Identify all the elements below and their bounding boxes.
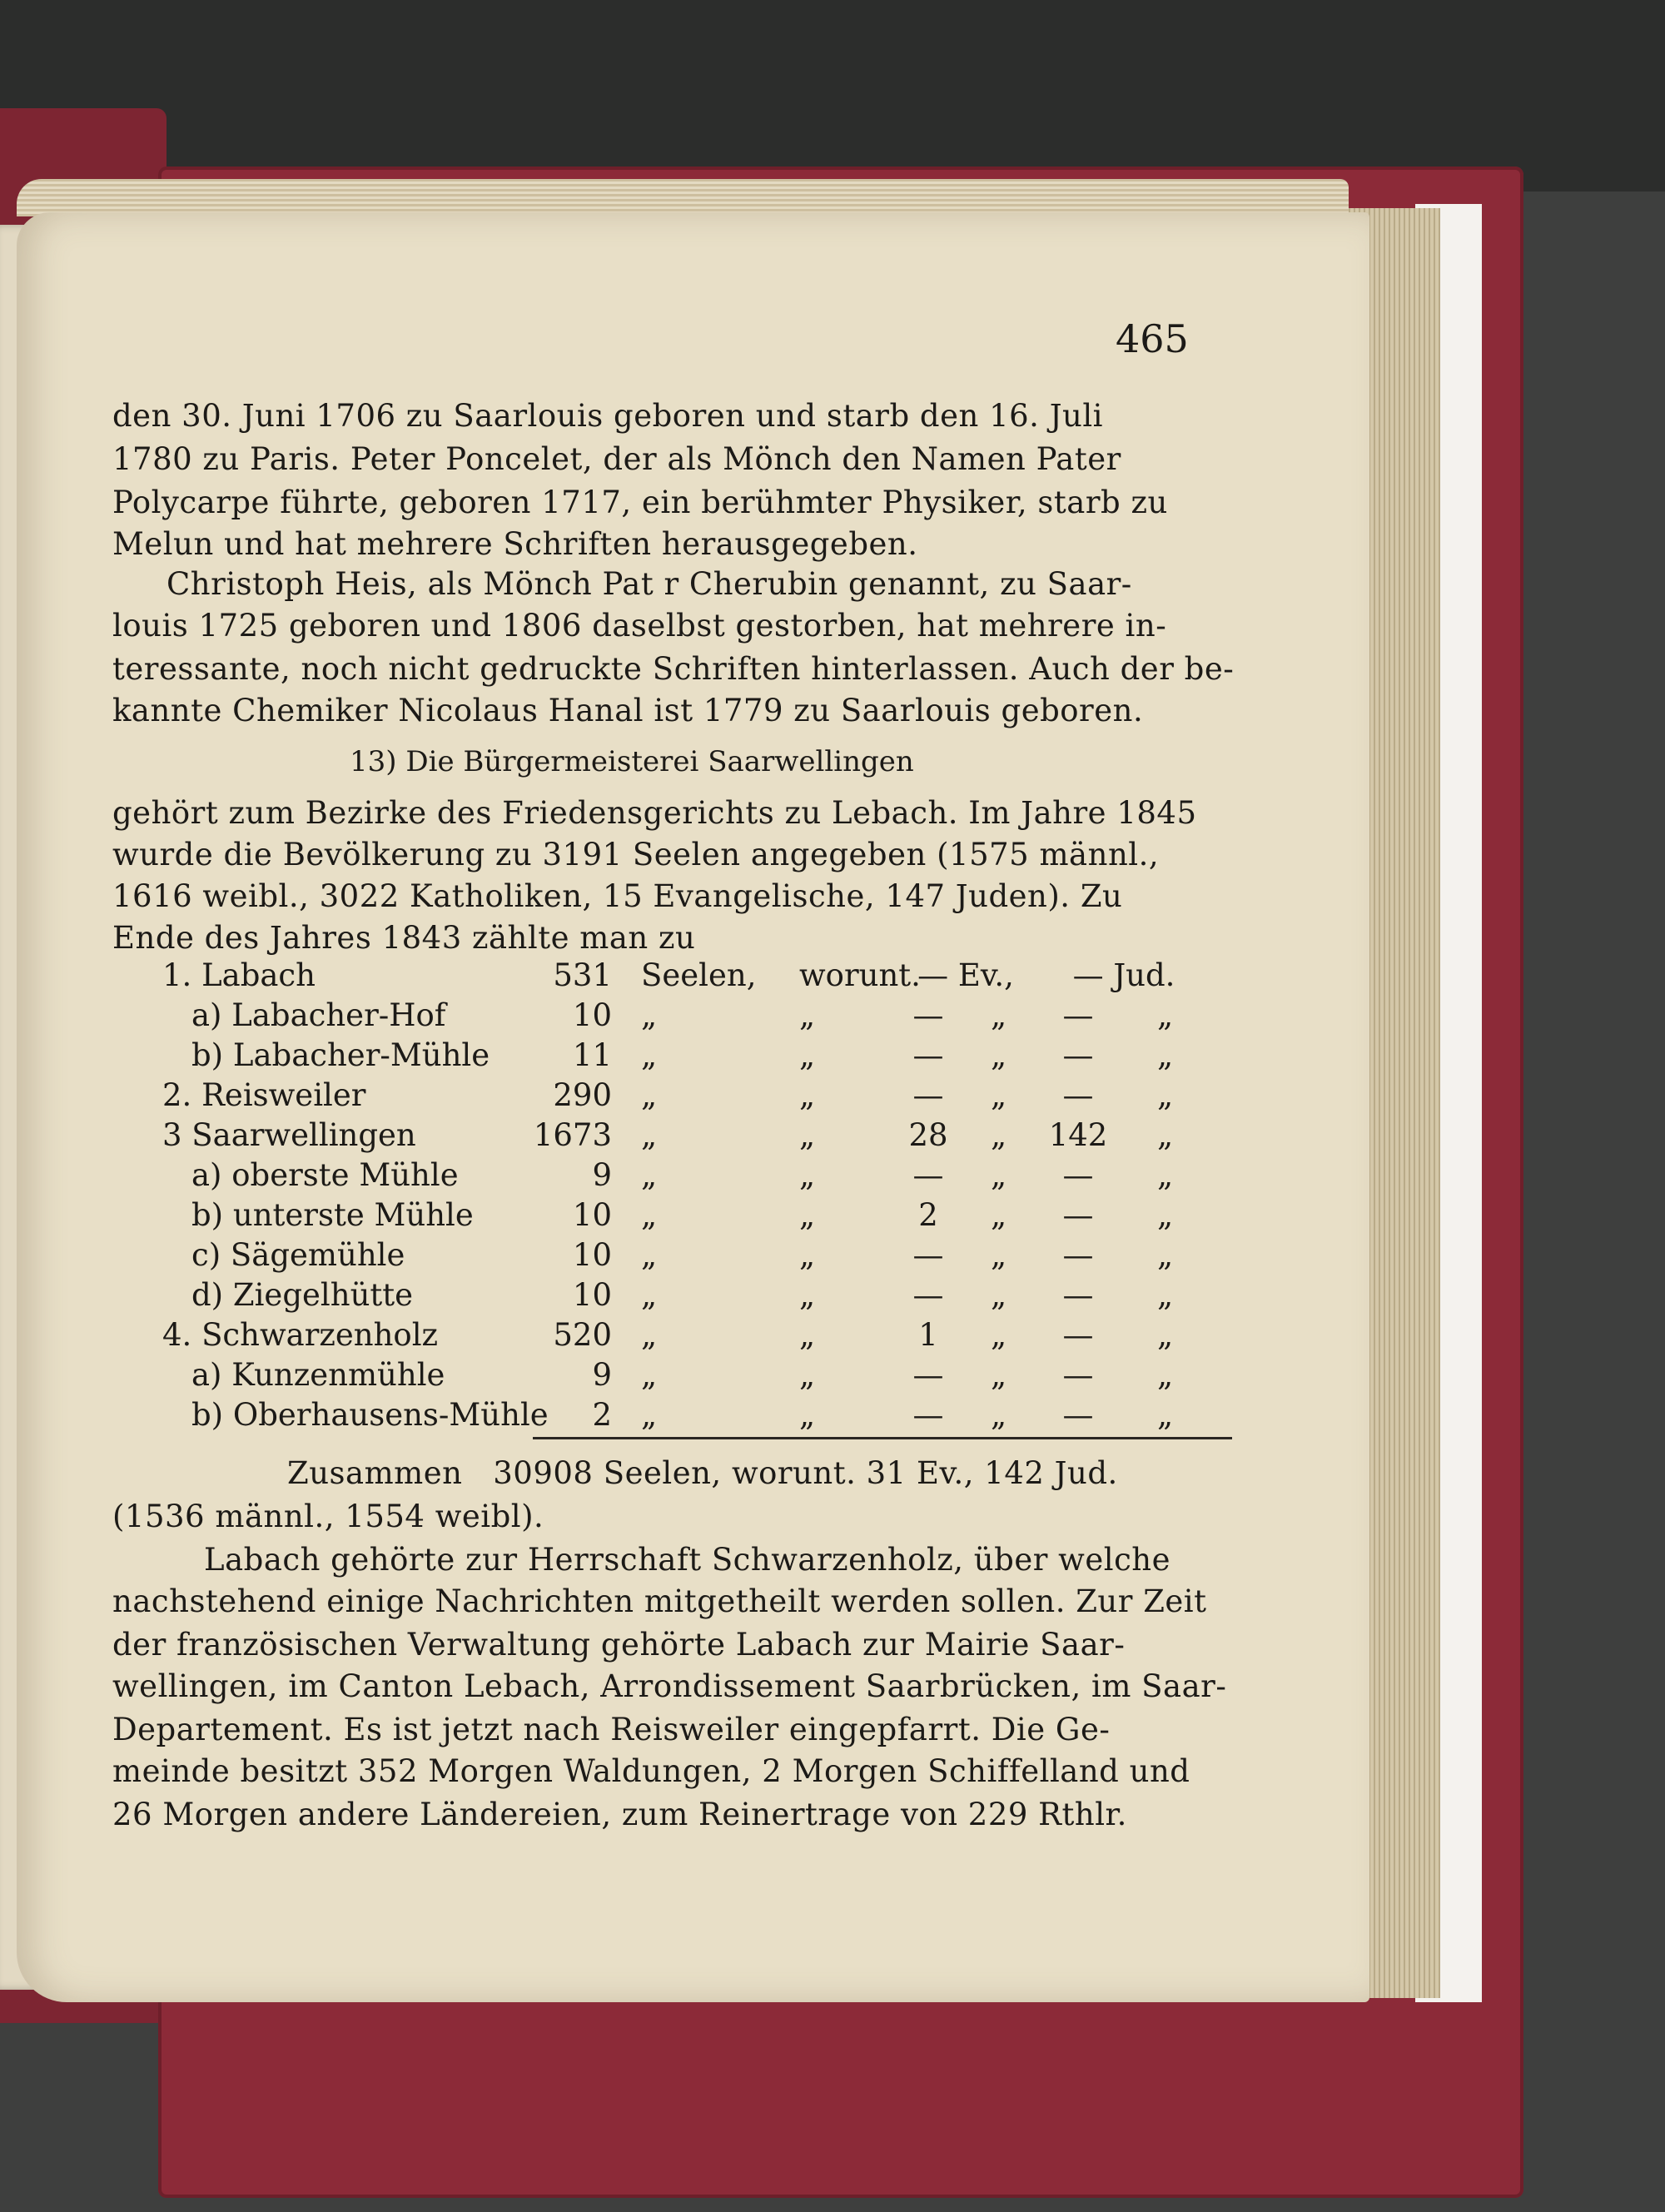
ditto-mark: „	[1157, 1077, 1174, 1113]
jewish-count: —	[1062, 1397, 1094, 1433]
place-name: 3 Saarwellingen	[162, 1117, 416, 1153]
text-line: Polycarpe führte, geboren 1717, ein berühmter Physiker, starb zu	[112, 485, 1168, 520]
ditto-mark: „	[641, 1077, 658, 1113]
table-row	[0, 1397, 1665, 1435]
table-row	[0, 1317, 1665, 1355]
text-line: Melun und hat mehrere Schriften herausgegeben.	[112, 526, 918, 562]
ditto-mark: „	[1157, 1197, 1174, 1233]
evangelical-count: —	[912, 1397, 944, 1433]
table-row	[0, 1277, 1665, 1315]
evangelical-count: —	[912, 997, 944, 1033]
table-row	[0, 957, 1665, 996]
jewish-count: —	[1062, 1037, 1094, 1073]
souls-count: 10	[572, 1237, 612, 1273]
jewish-count: —	[1062, 1157, 1094, 1193]
table-row	[0, 1237, 1665, 1275]
ditto-mark: „	[991, 997, 1007, 1033]
ditto-mark: „	[641, 1397, 658, 1433]
jewish-count: —	[1062, 1237, 1094, 1273]
text-line: 26 Morgen andere Ländereien, zum Reinertrage von 229 Rthlr.	[112, 1797, 1127, 1832]
text-line: 1780 zu Paris. Peter Poncelet, der als Mönch den Namen Pater	[112, 441, 1121, 477]
ditto-mark: „	[641, 1157, 658, 1193]
text-line: louis 1725 geboren und 1806 daselbst gestorben, hat mehrere in-	[112, 608, 1167, 644]
total-line: Zusammen 30908 Seelen, worunt. 31 Ev., 142 Jud.	[287, 1455, 1118, 1491]
ditto-mark: „	[641, 1357, 658, 1393]
ditto-mark: „	[991, 1077, 1007, 1113]
ditto-mark: „	[799, 1357, 816, 1393]
ditto-mark: „	[799, 1117, 816, 1153]
ditto-mark: „	[1157, 1237, 1174, 1273]
text-line: (1536 männl., 1554 weibl).	[112, 1499, 544, 1534]
ditto-mark: „	[991, 1277, 1007, 1313]
jewish-count: —	[1062, 1317, 1094, 1353]
ditto-mark: „	[799, 1157, 816, 1193]
ditto-mark: „	[641, 1317, 658, 1353]
place-name: c) Sägemühle	[191, 1237, 405, 1273]
souls-count: 520	[553, 1317, 612, 1353]
text-line: den 30. Juni 1706 zu Saarlouis geboren und starb den 16. Juli	[112, 398, 1104, 434]
place-name: a) Labacher-Hof	[191, 997, 446, 1033]
ditto-mark: „	[799, 1197, 816, 1233]
text-line: 1616 weibl., 3022 Katholiken, 15 Evangelische, 147 Juden). Zu	[112, 878, 1123, 914]
souls-count: 290	[553, 1077, 612, 1113]
souls-count: 10	[572, 1197, 612, 1233]
souls-count: 2	[592, 1397, 612, 1433]
ditto-mark: „	[641, 1237, 658, 1273]
evangelical-count: —	[912, 1277, 944, 1313]
ditto-mark: „	[1157, 1157, 1174, 1193]
evangelical-count: 2	[918, 1197, 938, 1233]
ditto-mark: „	[641, 997, 658, 1033]
evangelical-count: 1	[918, 1317, 938, 1353]
ditto-mark: „	[799, 997, 816, 1033]
souls-count: 9	[592, 1157, 612, 1193]
table-row	[0, 997, 1665, 1036]
souls-count: 10	[572, 1277, 612, 1313]
unit: Seelen,	[641, 957, 757, 993]
souls-count: 10	[572, 997, 612, 1033]
ditto-mark: „	[799, 1317, 816, 1353]
jewish-count: 142	[1048, 1117, 1108, 1153]
table-row	[0, 1157, 1665, 1195]
ditto-mark: „	[641, 1197, 658, 1233]
ditto-mark: „	[991, 1037, 1007, 1073]
text-line: der französischen Verwaltung gehörte Labach zur Mairie Saar-	[112, 1627, 1126, 1663]
jewish-count: — Jud.	[1072, 957, 1175, 993]
text-line: Christoph Heis, als Mönch Pat r Cherubin genannt, zu Saar-	[166, 566, 1132, 602]
ditto-mark: „	[641, 1277, 658, 1313]
text-line: meinde besitzt 352 Morgen Waldungen, 2 Morgen Schiffelland und	[112, 1753, 1190, 1789]
ditto-mark: „	[991, 1397, 1007, 1433]
ditto-mark: „	[1157, 1117, 1174, 1153]
text-line: kannte Chemiker Nicolaus Hanal ist 1779 zu Saarlouis geboren.	[112, 693, 1144, 728]
page-number: 465	[1116, 316, 1189, 361]
evangelical-count: —	[912, 1037, 944, 1073]
evangelical-count: —	[912, 1237, 944, 1273]
place-name: a) Kunzenmühle	[191, 1357, 445, 1393]
ditto-mark: „	[991, 1317, 1007, 1353]
souls-count: 11	[572, 1037, 612, 1073]
evangelical-count: — Ev.,	[917, 957, 1014, 993]
ditto-mark: „	[1157, 1357, 1174, 1393]
table-row	[0, 1197, 1665, 1235]
place-name: b) Oberhausens-Mühle	[191, 1397, 549, 1433]
ditto-mark: „	[1157, 1037, 1174, 1073]
place-name: b) Labacher-Mühle	[191, 1037, 490, 1073]
table-row	[0, 1117, 1665, 1156]
place-name: a) oberste Mühle	[191, 1157, 459, 1193]
ditto-mark: „	[641, 1037, 658, 1073]
unit: worunt.	[799, 957, 921, 993]
jewish-count: —	[1062, 1077, 1094, 1113]
ditto-mark: „	[991, 1117, 1007, 1153]
table-row	[0, 1077, 1665, 1116]
ditto-mark: „	[991, 1197, 1007, 1233]
ditto-mark: „	[799, 1277, 816, 1313]
text-line: Departement. Es ist jetzt nach Reisweiler eingepfarrt. Die Ge-	[112, 1712, 1111, 1747]
ditto-mark: „	[1157, 1397, 1174, 1433]
text-line: wellingen, im Canton Lebach, Arrondissement Saarbrücken, im Saar-	[112, 1668, 1227, 1704]
evangelical-count: —	[912, 1077, 944, 1113]
text-line: Ende des Jahres 1843 zählte man zu	[112, 920, 696, 956]
ditto-mark: „	[799, 1397, 816, 1433]
ditto-mark: „	[991, 1357, 1007, 1393]
table-row	[0, 1357, 1665, 1395]
ditto-mark: „	[991, 1237, 1007, 1273]
text-line: gehört zum Bezirke des Friedensgerichts zu Lebach. Im Jahre 1845	[112, 795, 1197, 831]
ditto-mark: „	[799, 1237, 816, 1273]
place-name: 1. Labach	[162, 957, 316, 993]
place-name: 2. Reisweiler	[162, 1077, 366, 1113]
place-name: 4. Schwarzenholz	[162, 1317, 439, 1353]
souls-count: 9	[592, 1357, 612, 1393]
ditto-mark: „	[1157, 1277, 1174, 1313]
place-name: d) Ziegelhütte	[191, 1277, 414, 1313]
ditto-mark: „	[1157, 997, 1174, 1033]
evangelical-count: 28	[908, 1117, 948, 1153]
souls-count: 1673	[533, 1117, 612, 1153]
evangelical-count: —	[912, 1157, 944, 1193]
text-line: nachstehend einige Nachrichten mitgetheilt werden sollen. Zur Zeit	[112, 1583, 1207, 1619]
ditto-mark: „	[991, 1157, 1007, 1193]
jewish-count: —	[1062, 997, 1094, 1033]
sum-rule	[533, 1437, 1232, 1439]
text-line: Labach gehörte zur Herrschaft Schwarzenholz, über welche	[204, 1542, 1171, 1578]
jewish-count: —	[1062, 1197, 1094, 1233]
ditto-mark: „	[799, 1037, 816, 1073]
evangelical-count: —	[912, 1357, 944, 1393]
text-line: teressante, noch nicht gedruckte Schriften hinterlassen. Auch der be-	[112, 651, 1235, 687]
jewish-count: —	[1062, 1357, 1094, 1393]
ditto-mark: „	[641, 1117, 658, 1153]
table-row	[0, 1037, 1665, 1076]
place-name: b) unterste Mühle	[191, 1197, 474, 1233]
jewish-count: —	[1062, 1277, 1094, 1313]
ditto-mark: „	[799, 1077, 816, 1113]
ditto-mark: „	[1157, 1317, 1174, 1353]
text-line: wurde die Bevölkerung zu 3191 Seelen angegeben (1575 männl.,	[112, 837, 1160, 872]
section-heading: 13) Die Bürgermeisterei Saarwellingen	[350, 745, 914, 778]
souls-count: 531	[553, 957, 612, 993]
